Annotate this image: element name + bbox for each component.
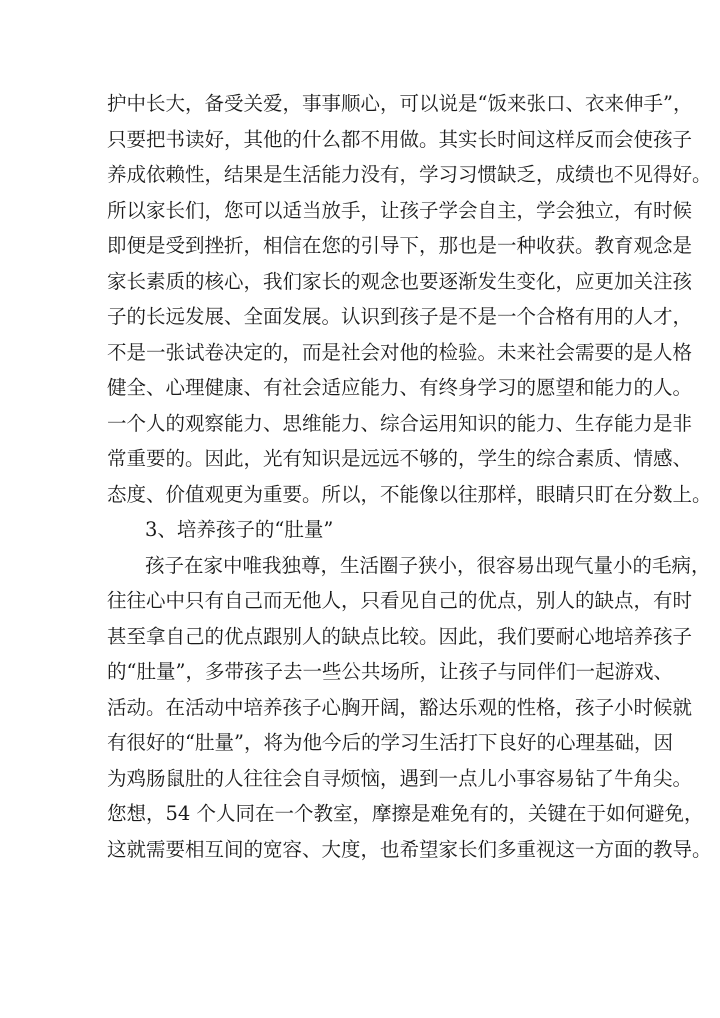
paragraph-line: 甚至拿自己的优点跟别人的缺点比较。因此，我们要耐心地培养孩子 (107, 624, 693, 648)
paragraph-line: 即便是受到挫折，相信在您的引导下，那也是一种收获。教育观念是 (107, 234, 693, 257)
paragraph-line: 孩子在家中唯我独尊，生活圈子狭小，很容易出现气量小的毛病， (145, 553, 711, 577)
paragraph-line: 常重要的。因此，光有知识是远远不够的，学生的综合素质、情感、 (107, 447, 693, 470)
paragraph-line: 一个人的观察能力、思维能力、综合运用知识的能力、生存能力是非 (107, 411, 693, 435)
paragraph-line: 态度、价值观更为重要。所以，不能像以往那样，眼睛只盯在分数上。 (107, 482, 712, 506)
section-heading: 3、培养孩子的“肚量” (145, 518, 334, 541)
paragraph-line: 健全、心理健康、有社会适应能力、有终身学习的愿望和能力的人。 (107, 376, 693, 399)
paragraph-line: 为鸡肠鼠肚的人往往会自寻烦恼，遇到一点儿小事容易钻了牛角尖。 (107, 766, 693, 790)
paragraph-line: 不是一张试卷决定的，而是社会对他的检验。未来社会需要的是人格 (107, 340, 693, 364)
paragraph-line: 养成依赖性，结果是生活能力没有，学习习惯缺乏，成绩也不见得好。 (107, 163, 712, 186)
paragraph-line: 所以家长们，您可以适当放手，让孩子学会自主，学会独立，有时候 (107, 198, 693, 222)
document-body (107, 86, 712, 867)
paragraph-line: 活动。在活动中培养孩子心胸开阔，豁达乐观的性格，孩子小时候就 (107, 695, 693, 719)
paragraph-line: 您想，54 个人同在一个教室，摩擦是难免有的，关键在于如何避免， (107, 802, 704, 825)
paragraph-line: 子的长远发展、全面发展。认识到孩子是不是一个合格有用的人才， (107, 305, 693, 328)
paragraph-line: 家长素质的核心，我们家长的观念也要逐渐发生变化，应更加关注孩 (107, 269, 693, 293)
paragraph-line: 这就需要相互间的宽容、大度，也希望家长们多重视这一方面的教导。 (107, 837, 712, 861)
paragraph-line: 往往心中只有自己而无他人，只看见自己的优点，别人的缺点，有时 (107, 589, 693, 612)
paragraph-line: 有很好的“肚量”，将为他今后的学习生活打下良好的心理基础，因 (107, 731, 673, 754)
paragraph-line: 护中长大，备受关爱，事事顺心，可以说是“饭来张口、衣来伸手”， (107, 92, 693, 115)
paragraph-line: 只要把书读好，其他的什么都不用做。其实长时间这样反而会使孩子 (107, 127, 693, 151)
paragraph-line: 的“肚量”，多带孩子去一些公共场所，让孩子与同伴们一起游戏、 (107, 660, 673, 683)
